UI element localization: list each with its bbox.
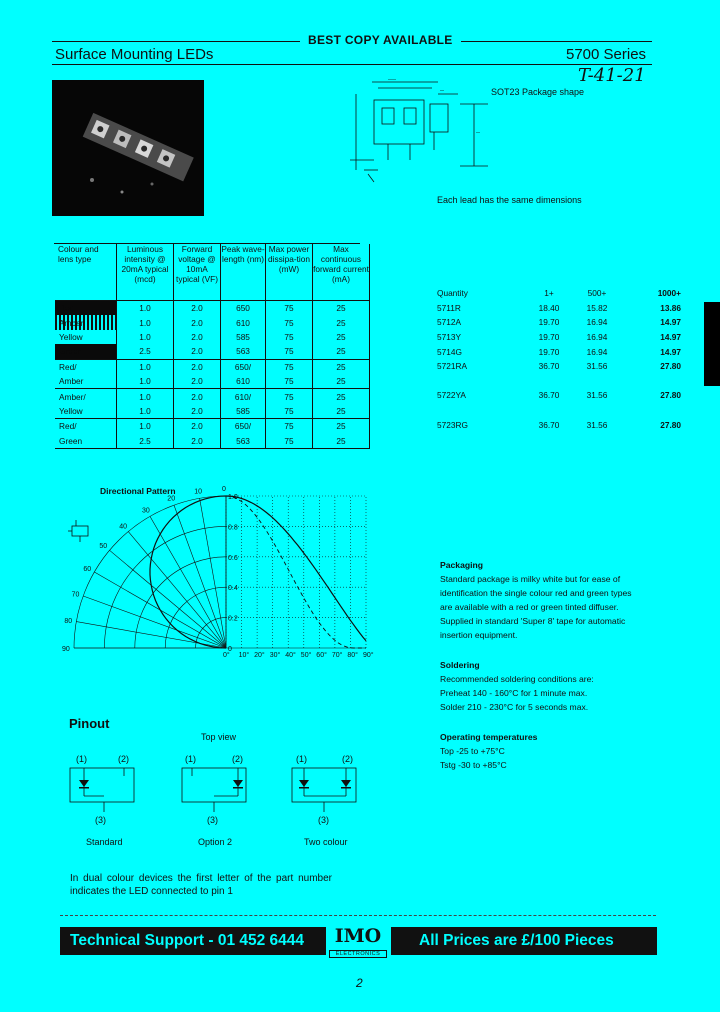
cell-type: Red/	[55, 419, 117, 434]
handwritten-reference: T-41-21	[578, 65, 646, 86]
polar-labels	[62, 486, 374, 659]
cell-peak: 585	[221, 330, 266, 344]
radial-label: 0.8	[228, 524, 238, 532]
cell-intensity: 2.5	[117, 344, 174, 359]
cell-peak: 610/	[221, 389, 266, 404]
angle-label: 60	[83, 566, 92, 573]
price-1	[525, 374, 573, 389]
operating-temps-heading: Operating temperatures	[440, 732, 538, 742]
pin2-label: (2)	[232, 754, 243, 764]
price-1: 19.70	[538, 332, 560, 343]
cell-intensity: 1.0	[117, 315, 174, 329]
polar-curve	[150, 496, 226, 648]
pinout-diagrams	[62, 760, 362, 822]
table-row	[55, 330, 370, 344]
cell-type: Green	[55, 344, 117, 359]
product-photo	[52, 80, 204, 216]
axis-angle-label: 10°	[238, 652, 250, 659]
price-1000	[621, 403, 681, 418]
table-row	[55, 374, 370, 389]
diode-bar-icon	[79, 787, 89, 789]
radial-label: 0.4	[228, 585, 238, 593]
price-500: 31.56	[586, 361, 608, 372]
soldering-heading: Soldering	[440, 660, 480, 670]
price-1000: 27.80	[660, 390, 681, 401]
cell-peak: 610	[221, 374, 266, 389]
soldering-block	[440, 658, 594, 714]
pinout-label-two-colour: Two colour	[304, 837, 348, 847]
angle-label: 30	[142, 507, 150, 515]
pin3-label: (3)	[95, 815, 106, 825]
packaging-line: Supplied in standard 'Super 8' tape for automatic	[440, 616, 626, 626]
price-row	[437, 315, 681, 330]
price-1000	[621, 374, 681, 389]
price-1: 36.70	[538, 361, 560, 372]
axis-angle-label: 80°	[347, 652, 358, 659]
price-row	[437, 403, 681, 418]
angle-label: 70	[71, 591, 80, 599]
intensity-curve-dashed	[226, 496, 366, 648]
cell-vf: 2.0	[174, 359, 221, 374]
price-table	[437, 286, 681, 432]
cell-vf: 2.0	[174, 374, 221, 389]
led-symbol-icon	[68, 520, 88, 542]
pin1-label: (1)	[76, 754, 87, 764]
col-colour: Colour and lens type	[55, 244, 117, 301]
price-head-500: 500+	[587, 288, 607, 299]
price-part: 5721RA	[437, 361, 467, 372]
cell-current: 25	[313, 344, 370, 359]
packaging-line: Standard package is milky white but for ease of	[440, 574, 621, 584]
svg-text:----: ----	[388, 77, 396, 83]
price-part: 5723RG	[437, 419, 468, 430]
axis-angle-label: 20°	[254, 652, 265, 659]
page-title: Surface Mounting LEDs	[55, 46, 214, 63]
cell-power: 75	[266, 315, 313, 329]
axis-angle-label: 30°	[269, 652, 281, 659]
cell-current: 25	[313, 301, 370, 316]
footer-rule	[60, 915, 656, 916]
pinout-label-option2: Option 2	[198, 837, 233, 847]
price-part: 5712A	[437, 317, 461, 328]
packaging-line: identification the single colour red and green types	[440, 588, 632, 598]
polar-grid	[71, 496, 366, 648]
angle-label: 80	[64, 618, 73, 626]
cell-vf: 2.0	[174, 330, 221, 344]
cell-peak: 563	[221, 344, 266, 359]
table-row	[55, 419, 370, 434]
cell-intensity: 1.0	[117, 419, 174, 434]
diode-icon	[233, 780, 243, 787]
price-part	[437, 374, 525, 389]
header-underline	[52, 64, 652, 65]
dual-colour-note: In dual colour devices the first letter of the part number indicates the LED connected to pin 1	[70, 873, 332, 897]
cell-current: 25	[313, 404, 370, 419]
diode-bar-icon	[299, 787, 309, 789]
cell-power: 75	[266, 419, 313, 434]
pinout-title: Pinout	[69, 716, 110, 731]
price-1000: 27.80	[660, 361, 681, 372]
pin2-label: (2)	[118, 754, 129, 764]
pin2-label: (2)	[342, 754, 353, 764]
soldering-line: Recommended soldering conditions are:	[440, 674, 594, 684]
angle-label: 20	[167, 495, 176, 503]
price-1: 19.70	[538, 317, 560, 328]
cell-intensity: 1.0	[117, 374, 174, 389]
cell-intensity: 1.0	[117, 330, 174, 344]
cell-type: Amber	[55, 315, 117, 329]
cell-vf: 2.0	[174, 404, 221, 419]
table-row	[55, 434, 370, 449]
price-row	[437, 359, 681, 374]
axis-angle-label: 50°	[300, 652, 312, 659]
cell-type: Yellow	[55, 330, 117, 344]
cell-vf: 2.0	[174, 301, 221, 316]
cell-vf: 2.0	[174, 344, 221, 359]
temp-line: Tstg -30 to +85°C	[440, 760, 507, 770]
price-row	[437, 344, 681, 359]
axis-angle-label: 40°	[285, 652, 296, 659]
diode-icon	[341, 780, 351, 787]
table-row	[55, 359, 370, 374]
pin3-label: (3)	[318, 815, 329, 825]
price-500: 16.94	[586, 317, 608, 328]
cell-peak: 585	[221, 404, 266, 419]
soldering-line: Solder 210 - 230°C for 5 seconds max.	[440, 702, 589, 712]
cell-type: Red/	[55, 359, 117, 374]
cell-power: 75	[266, 434, 313, 449]
operating-temps-block	[440, 730, 537, 772]
cell-intensity: 2.5	[117, 434, 174, 449]
cell-power: 75	[266, 374, 313, 389]
cell-power: 75	[266, 330, 313, 344]
imo-logo	[329, 924, 387, 958]
radial-label: 0	[228, 646, 232, 653]
cell-peak: 650	[221, 301, 266, 316]
cell-peak: 650/	[221, 359, 266, 374]
price-row	[437, 417, 681, 432]
price-part	[437, 403, 525, 418]
diode-icon	[299, 780, 309, 787]
pinout-label-standard: Standard	[86, 837, 123, 847]
diode-bar-icon	[341, 787, 351, 789]
price-1000: 14.97	[660, 346, 681, 357]
price-500: 15.82	[586, 302, 608, 313]
series-label: 5700 Series	[566, 46, 647, 63]
price-head-1000: 1000+	[657, 288, 681, 299]
price-500	[573, 374, 621, 389]
cell-current: 25	[313, 419, 370, 434]
cell-intensity: 1.0	[117, 404, 174, 419]
pin1-label: (1)	[296, 754, 307, 764]
cell-peak: 650/	[221, 419, 266, 434]
cell-type: Amber/	[55, 389, 117, 404]
table-row	[55, 389, 370, 404]
angle-label: 10	[194, 488, 202, 496]
cell-vf: 2.0	[174, 419, 221, 434]
packaging-line: insertion equipment.	[440, 630, 518, 640]
cell-vf: 2.0	[174, 389, 221, 404]
logo-text: IMO	[334, 925, 382, 947]
cell-current: 25	[313, 330, 370, 344]
cell-power: 75	[266, 389, 313, 404]
cell-current: 25	[313, 359, 370, 374]
packaging-block	[440, 558, 632, 642]
cell-current: 25	[313, 434, 370, 449]
directional-pattern-chart	[60, 480, 380, 662]
col-current: Max continuous forward current (mA)	[313, 244, 370, 301]
price-part: 5722YA	[437, 390, 466, 401]
cell-type: Amber	[55, 374, 117, 389]
price-header-row	[437, 286, 681, 301]
radial-label: 0.6	[228, 554, 238, 562]
svg-text:--: --	[476, 130, 480, 136]
price-row	[437, 330, 681, 345]
diode-icon	[79, 780, 89, 787]
table-row	[55, 344, 370, 359]
cell-power: 75	[266, 344, 313, 359]
pin3-label: (3)	[207, 815, 218, 825]
specification-table	[55, 244, 370, 449]
col-peak: Peak wave-length (nm)	[221, 244, 266, 301]
soldering-line: Preheat 140 - 160°C for 1 minute max.	[440, 688, 588, 698]
cell-power: 75	[266, 359, 313, 374]
section-tab-marker	[704, 302, 720, 386]
angle-label: 90	[62, 646, 70, 653]
cell-power: 75	[266, 404, 313, 419]
logo-subtext: ELECTRONICS	[329, 950, 387, 958]
table-header-row	[55, 244, 370, 301]
cell-current: 25	[313, 315, 370, 329]
price-500	[573, 403, 621, 418]
cell-type: Yellow	[55, 404, 117, 419]
svg-text:--: --	[440, 88, 444, 94]
temp-line: Top -25 to +75°C	[440, 746, 505, 756]
axis-angle-label: 0°	[223, 652, 230, 659]
top-view-label: Top view	[201, 732, 237, 742]
price-500: 31.56	[586, 419, 608, 430]
polar-title: Directional Pattern	[100, 486, 176, 496]
cell-type: Red	[55, 301, 117, 316]
price-head-quantity: Quantity	[437, 288, 468, 299]
price-row	[437, 374, 681, 389]
packaging-line: are available with a red or green tinted diffuser.	[440, 602, 619, 612]
diode-bar-icon	[233, 787, 243, 789]
table-row	[55, 404, 370, 419]
prices-banner: All Prices are £/100 Pieces	[391, 927, 657, 955]
price-part: 5711R	[437, 302, 461, 313]
price-part: 5713Y	[437, 332, 461, 343]
axis-angle-label: 70°	[331, 652, 343, 659]
col-vf: Forward voltage @ 10mA typical (VF)	[174, 244, 221, 301]
cell-vf: 2.0	[174, 315, 221, 329]
page-number: 2	[356, 976, 363, 990]
table-row	[55, 301, 370, 316]
cell-type: Green	[55, 434, 117, 449]
pin1-label: (1)	[185, 754, 196, 764]
table-row	[55, 315, 370, 329]
sot23-package-drawing	[348, 74, 498, 186]
cell-intensity: 1.0	[117, 359, 174, 374]
lead-note: Each lead has the same dimensions	[437, 195, 582, 205]
price-1000: 14.97	[660, 317, 681, 328]
price-1: 36.70	[538, 419, 560, 430]
cell-peak: 563	[221, 434, 266, 449]
axis-angle-label: 90°	[363, 652, 374, 659]
packaging-heading: Packaging	[440, 560, 483, 570]
price-1	[525, 403, 573, 418]
col-intensity: Luminous intensity @ 20mA typical (mcd)	[117, 244, 174, 301]
col-power: Max power dissipa-tion (mW)	[266, 244, 313, 301]
price-1: 18.40	[538, 302, 560, 313]
cell-vf: 2.0	[174, 434, 221, 449]
cell-current: 25	[313, 374, 370, 389]
price-1: 19.70	[538, 346, 560, 357]
angle-label: 50	[99, 543, 108, 551]
price-row	[437, 301, 681, 316]
angle-label: 0	[222, 486, 226, 493]
angle-label: 40	[119, 523, 127, 531]
led-strip-image	[52, 80, 204, 216]
price-500: 16.94	[586, 332, 608, 343]
price-500: 16.94	[586, 346, 608, 357]
price-1000: 14.97	[660, 332, 681, 343]
axis-angle-label: 60°	[316, 652, 327, 659]
price-part: 5714G	[437, 346, 462, 357]
package-caption: SOT23 Package shape	[491, 87, 585, 97]
price-1: 36.70	[538, 390, 560, 401]
intensity-curve	[226, 496, 366, 641]
price-500: 31.56	[586, 390, 608, 401]
price-head-1: 1+	[544, 288, 554, 299]
best-copy-stamp: BEST COPY AVAILABLE	[300, 33, 461, 47]
price-row	[437, 388, 681, 403]
cell-peak: 610	[221, 315, 266, 329]
price-1000: 27.80	[660, 419, 681, 430]
technical-support-banner: Technical Support - 01 452 6444	[60, 927, 326, 955]
cell-current: 25	[313, 389, 370, 404]
cell-intensity: 1.0	[117, 389, 174, 404]
cell-power: 75	[266, 301, 313, 316]
radial-label: 0.2	[228, 615, 238, 623]
cell-intensity: 1.0	[117, 301, 174, 316]
radial-label: 1.0	[228, 494, 238, 501]
price-1000: 13.86	[660, 302, 681, 313]
